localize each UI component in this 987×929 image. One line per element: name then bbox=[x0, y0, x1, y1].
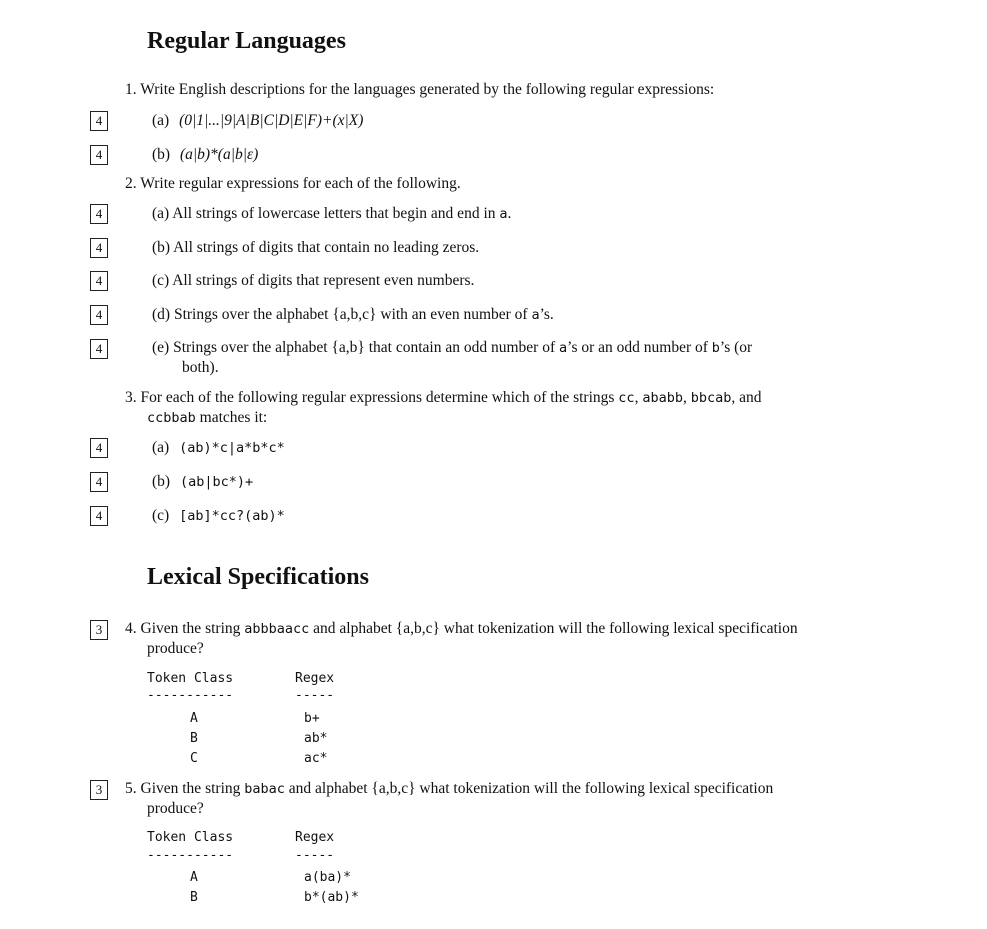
regex-expression: (0|1|...|9|A|B|C|D|E|F)+(x|X) bbox=[179, 112, 364, 129]
points-box: 4 bbox=[90, 339, 108, 359]
points-box: 4 bbox=[90, 204, 108, 224]
punctuation: . bbox=[507, 205, 512, 222]
code-text: b bbox=[711, 340, 720, 356]
points-box: 4 bbox=[90, 271, 108, 291]
regex-expression: (ab|bc*)+ bbox=[179, 474, 254, 490]
question-number: 4. bbox=[125, 620, 137, 637]
question-text: Given the string bbox=[140, 620, 241, 637]
part-text: ’s. bbox=[539, 306, 554, 323]
question-2d bbox=[152, 306, 554, 324]
part-text: All strings of digits that contain no leading zeros. bbox=[173, 239, 480, 256]
code-text: cc bbox=[618, 390, 635, 406]
table-header-regex: Regex bbox=[295, 830, 335, 845]
question-2b bbox=[152, 239, 479, 257]
question-text: and bbox=[739, 389, 762, 406]
question-2e-continuation: both). bbox=[182, 359, 219, 376]
table-rule: ----- bbox=[295, 848, 335, 863]
part-text: ’s (or bbox=[719, 339, 753, 356]
table-rule: ----- bbox=[295, 688, 335, 703]
question-text: Write regular expressions for each of the following. bbox=[140, 175, 461, 192]
regex-expression: (ab)*c|a*b*c* bbox=[179, 440, 285, 456]
points-box: 4 bbox=[90, 506, 108, 526]
section-title-regular-languages: Regular Languages bbox=[147, 28, 346, 54]
code-text: ccbbab bbox=[147, 410, 196, 426]
question-number: 5. bbox=[125, 780, 137, 797]
table-cell-class: A bbox=[190, 870, 198, 885]
code-text: a bbox=[499, 206, 508, 222]
question-text: matches it: bbox=[199, 409, 268, 426]
question-2 bbox=[125, 175, 461, 193]
points-box: 4 bbox=[90, 145, 108, 165]
question-number: 3. bbox=[125, 389, 137, 406]
regex-expression: (a|b)*(a|b|ε) bbox=[179, 146, 259, 163]
part-text: Strings over the alphabet {a,b} that contain an odd number of bbox=[173, 339, 556, 356]
part-text: Strings over the alphabet {a,b,c} with an even number of bbox=[173, 306, 528, 323]
table-rule: ----------- bbox=[147, 688, 234, 703]
question-5-continuation: produce? bbox=[147, 800, 204, 817]
code-text: bbcab bbox=[690, 390, 732, 406]
question-5 bbox=[125, 780, 773, 798]
question-text: and alphabet {a,b,c} what tokenization will the following lexical specification bbox=[313, 620, 798, 637]
question-text: For each of the following regular expressions determine which of the strings bbox=[140, 389, 615, 406]
question-text: and alphabet {a,b,c} what tokenization will the following lexical specification bbox=[288, 780, 774, 797]
part-label: (a) bbox=[152, 439, 170, 456]
table-cell-regex: a(ba)* bbox=[304, 870, 351, 885]
points-box: 4 bbox=[90, 238, 108, 258]
table-cell-class: B bbox=[190, 890, 198, 905]
points-box: 3 bbox=[90, 780, 108, 800]
table-cell-regex: ac* bbox=[304, 751, 328, 766]
question-number: 1. bbox=[125, 81, 137, 98]
table-header-regex: Regex bbox=[295, 671, 335, 686]
code-text: a bbox=[531, 307, 540, 323]
part-label: (c) bbox=[152, 272, 170, 289]
question-2c bbox=[152, 272, 474, 290]
table-cell-regex: b*(ab)* bbox=[304, 890, 359, 905]
part-text: ’s or an odd number of bbox=[567, 339, 708, 356]
part-label: (e) bbox=[152, 339, 170, 356]
part-label: (b) bbox=[152, 473, 171, 490]
part-label: (b) bbox=[152, 146, 171, 163]
question-1a bbox=[152, 112, 363, 130]
table-cell-regex: b+ bbox=[304, 711, 320, 726]
question-1b bbox=[152, 146, 258, 164]
table-header-token-class: Token Class bbox=[147, 671, 234, 686]
points-box: 4 bbox=[90, 305, 108, 325]
question-3: 3. For each of the following regular expressions determine which of the strings cc, ababb, bbcab, and bbox=[125, 389, 762, 406]
question-3b bbox=[152, 473, 253, 491]
question-4 bbox=[125, 620, 798, 638]
code-text: babac bbox=[244, 781, 285, 797]
table-header-token-class: Token Class bbox=[147, 830, 234, 845]
table-cell-class: A bbox=[190, 711, 198, 726]
points-box: 3 bbox=[90, 620, 108, 640]
table-cell-class: C bbox=[190, 751, 198, 766]
part-text: All strings of digits that represent even numbers. bbox=[172, 272, 475, 289]
code-text: abbbaacc bbox=[244, 621, 310, 637]
question-text: Write English descriptions for the languages generated by the following regular expressions: bbox=[140, 81, 715, 98]
points-box: 4 bbox=[90, 472, 108, 492]
table-cell-regex: ab* bbox=[304, 731, 328, 746]
question-3-continuation bbox=[147, 409, 267, 427]
code-text: ababb bbox=[642, 390, 683, 406]
section-title-lexical-specifications: Lexical Specifications bbox=[147, 564, 369, 590]
part-label: (a) bbox=[152, 112, 170, 129]
part-label: (d) bbox=[152, 306, 171, 323]
code-text: a bbox=[559, 340, 568, 356]
question-2a bbox=[152, 205, 511, 223]
question-text: Given the string bbox=[140, 780, 241, 797]
part-label: (a) bbox=[152, 205, 170, 222]
regex-expression: [ab]*cc?(ab)* bbox=[179, 508, 285, 524]
table-rule: ----------- bbox=[147, 848, 234, 863]
points-box: 4 bbox=[90, 438, 108, 458]
part-text: All strings of lowercase letters that begin and end in bbox=[172, 205, 496, 222]
points-box: 4 bbox=[90, 111, 108, 131]
part-label: (b) bbox=[152, 239, 171, 256]
table-cell-class: B bbox=[190, 731, 198, 746]
question-number: 2. bbox=[125, 175, 137, 192]
question-1 bbox=[125, 81, 714, 99]
question-4-continuation: produce? bbox=[147, 640, 204, 657]
question-3c bbox=[152, 507, 285, 525]
part-label: (c) bbox=[152, 507, 170, 524]
question-3a bbox=[152, 439, 285, 457]
question-2e bbox=[152, 339, 752, 357]
